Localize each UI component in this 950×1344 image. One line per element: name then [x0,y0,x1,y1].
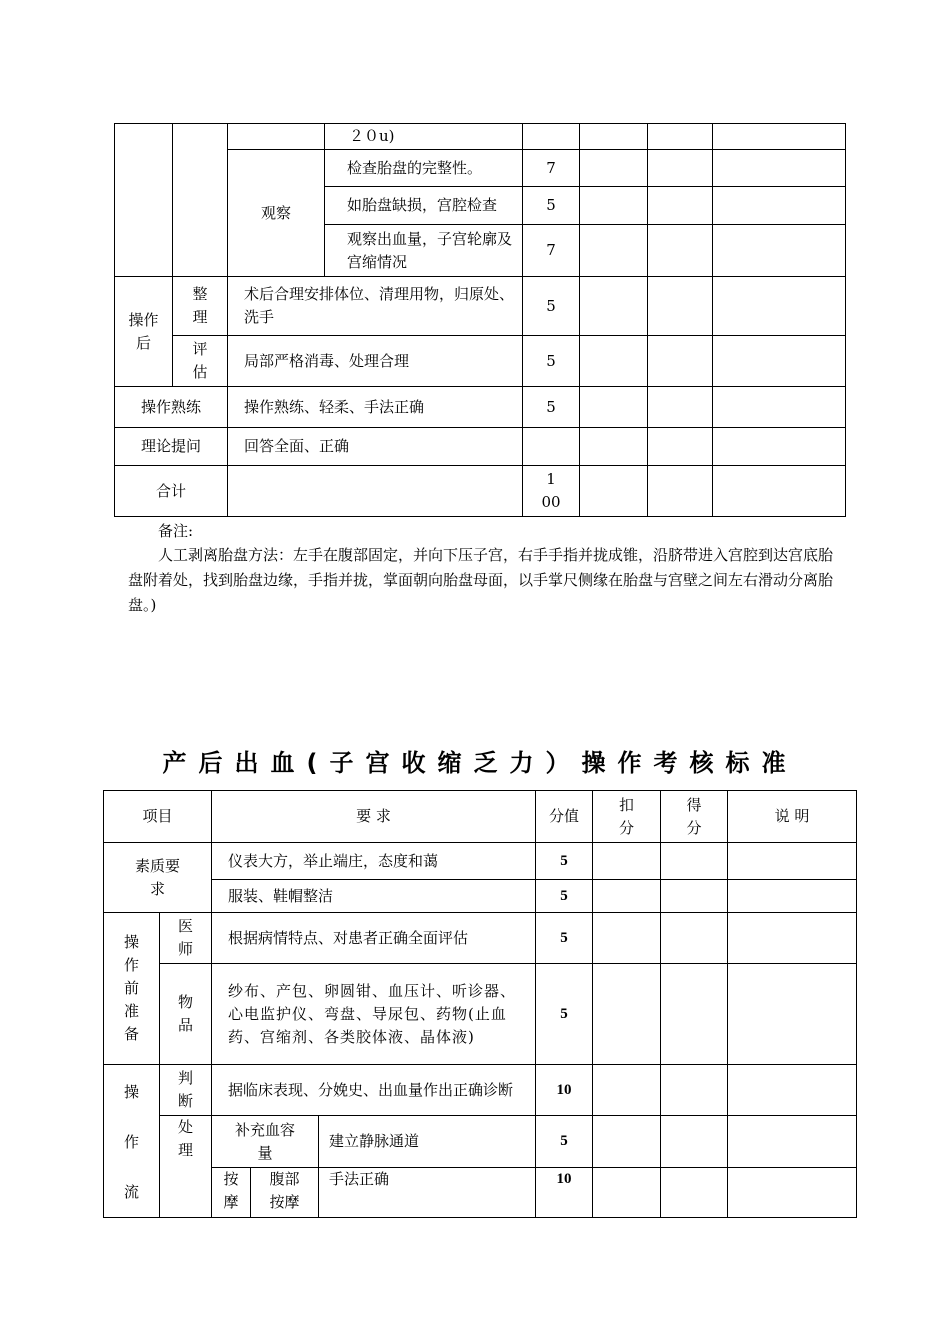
score-cell: 5 [523,187,580,225]
req-cell: 操作熟练、轻柔、手法正确 [228,387,523,428]
abdomen-massage-label: 腹部按摩 [251,1168,319,1218]
score-cell: 5 [523,336,580,387]
postpartum-hemorrhage-table [103,790,857,1218]
doctor-label: 医师 [160,913,212,964]
cell-blank [173,124,228,277]
score-cell: 5 [523,277,580,336]
assessment-table-continued [114,123,846,517]
prep-label: 操作前准备 [104,913,160,1065]
req-cell: 检查胎盘的完整性。 [325,150,523,187]
req-cell: ２０u) [325,124,523,150]
score-cell: 5 [536,843,593,880]
tidy-label: 整理 [173,277,228,336]
observe-label: 观察 [228,150,325,277]
req-cell: 局部严格消毒、处理合理 [228,336,523,387]
header-deduct: 扣分 [593,791,661,843]
notes-text: 人工剥离胎盘方法：左手在腹部固定，并向下压子宫，右手手指并拢成锥，沿脐带进入宫腔到达宫底胎盘附着处，找到胎盘边缘，手指并拢，掌面朝向胎盘母面，以手掌尺侧缘在胎盘与宫壁之间左右滑动分离胎盘。) [128,546,834,614]
header-got: 得分 [661,791,728,843]
score-cell: 10 [536,1065,593,1116]
header-note: 说 明 [728,791,857,843]
header-requirement: 要 求 [212,791,536,843]
theory-label: 理论提问 [115,428,228,466]
score-cell: 5 [523,387,580,428]
cell-blank [228,124,325,150]
items-label: 物品 [160,964,212,1065]
req-cell: 建立静脉通道 [319,1116,536,1168]
total-label: 合计 [115,466,228,517]
skill-label: 操作熟练 [115,387,228,428]
req-cell: 纱布、产包、卵圆钳、血压计、听诊器、心电监护仪、弯盘、导尿包、药物(止血药、宫缩剂、各类胶体液、晶体液) [212,964,536,1065]
score-cell: 7 [523,150,580,187]
score-cell: 5 [536,1116,593,1168]
judge-label: 判断 [160,1065,212,1116]
req-cell: 服装、鞋帽整洁 [212,880,536,913]
header-score: 分值 [536,791,593,843]
req-cell: 手法正确 [319,1168,536,1218]
req-cell: 据临床表现、分娩史、出血量作出正确诊断 [212,1065,536,1116]
req-cell: 观察出血量，子宫轮廓及宫缩情况 [325,225,523,277]
after-operation-label: 操作后 [115,277,173,387]
massage-label: 按摩 [212,1168,251,1218]
req-cell: 回答全面、正确 [228,428,523,466]
page-title: 产后出血(子宫收缩乏力）操作考核标准 [162,749,798,777]
req-cell: 仪表大方，举止端庄，态度和蔼 [212,843,536,880]
quality-label: 素质要求 [104,843,212,913]
total-score: 1 00 [523,466,580,517]
req-cell: 根据病情特点、对患者正确全面评估 [212,913,536,964]
process-label: 操 作 流 [104,1065,160,1218]
score-cell: 10 [536,1168,593,1218]
score-cell: 5 [536,913,593,964]
req-cell: 如胎盘缺损，宫腔检查 [325,187,523,225]
blood-volume-label: 补充血容量 [212,1116,319,1168]
eval-label: 评估 [173,336,228,387]
score-cell: 5 [536,880,593,913]
header-item: 项目 [104,791,212,843]
score-cell: 5 [536,964,593,1065]
req-cell: 术后合理安排体位、清理用物，归原处、洗手 [228,277,523,336]
notes-label: 备注: [158,522,194,540]
score-cell: 7 [523,225,580,277]
handle-label: 处理 [160,1116,212,1218]
cell-blank [115,124,173,277]
